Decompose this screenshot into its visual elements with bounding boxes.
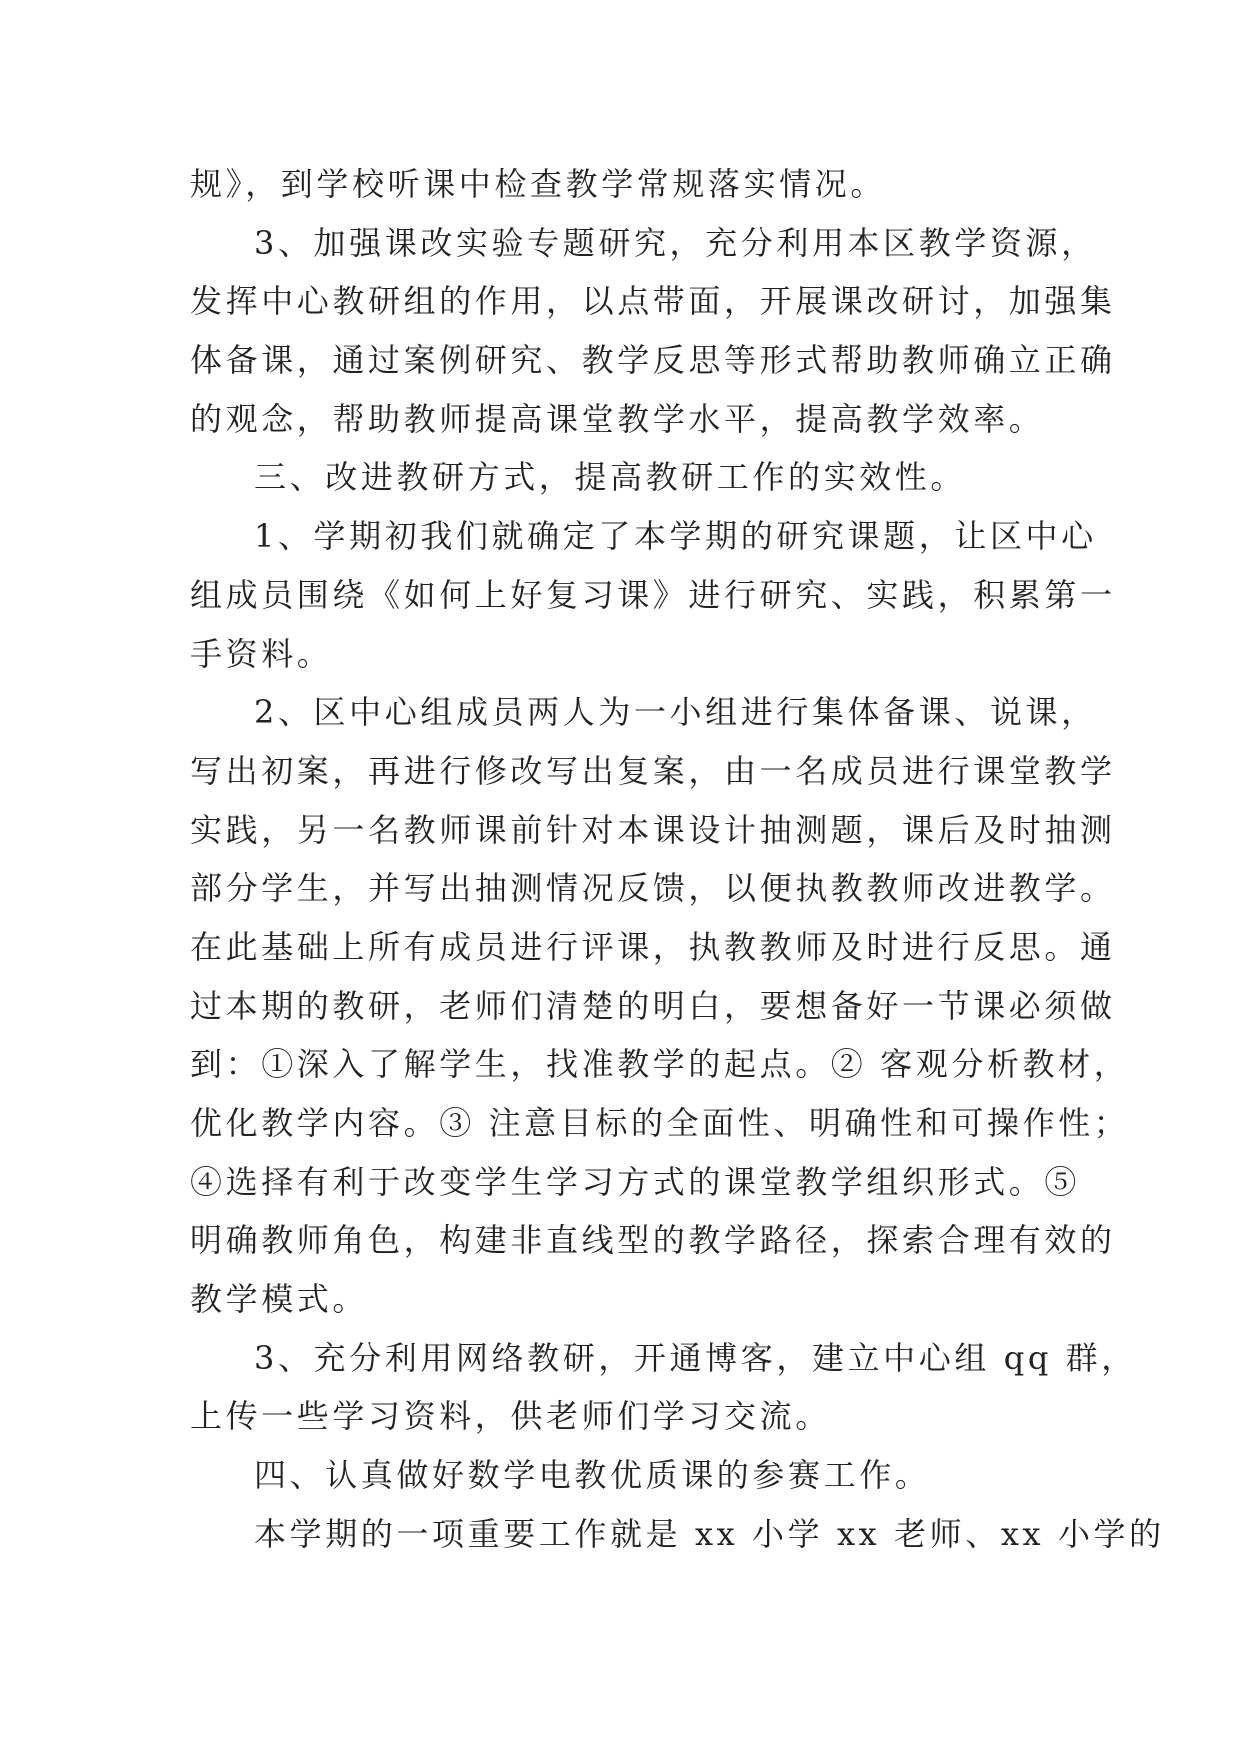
- text-line: 2、区中心组成员两人为一小组进行集体备课、说课，: [254, 693, 1097, 732]
- text-line: 体备课，通过案例研究、教学反思等形式帮助教师确立正确: [190, 341, 1116, 380]
- text-line: 上传一些学习资料，供老师们学习交流。: [190, 1397, 831, 1436]
- document-body: [190, 155, 1165, 1564]
- text-line: 规》，到学校听课中检查教学常规落实情况。: [190, 165, 887, 203]
- section-heading: 四、认真做好数学电教优质课的参赛工作。: [254, 1456, 931, 1495]
- text-line: 本学期的一项重要工作就是 xx 小学 xx 老师、xx 小学的: [254, 1514, 1165, 1553]
- text-line: 部分学生，并写出抽测情况反馈，以便执教教师改进教学。: [190, 869, 1116, 908]
- text-line: 到：①深入了解学生，找准教学的起点。② 客观分析教材，: [190, 1045, 1130, 1084]
- text-line: 在此基础上所有成员进行评课，执教教师及时进行反思。通: [190, 927, 1116, 966]
- text-line: 手资料。: [190, 634, 333, 673]
- text-line: 发挥中心教研组的作用，以点带面，开展课改研讨，加强集: [190, 282, 1116, 321]
- section-heading: 三、改进教研方式，提高教研工作的实效性。: [254, 458, 967, 497]
- text-line: 3、加强课改实验专题研究，充分利用本区教学资源，: [254, 223, 1097, 262]
- text-line: ④选择有利于改变学生学习方式的课堂教学组织形式。⑤: [190, 1162, 1081, 1201]
- text-line: 实践，另一名教师课前针对本课设计抽测题，课后及时抽测: [190, 810, 1116, 849]
- text-line: 过本期的教研，老师们清楚的明白，要想备好一节课必须做: [190, 986, 1116, 1025]
- text-line: 明确教师角色，构建非直线型的教学路径，探索合理有效的: [190, 1221, 1116, 1260]
- text-line: 教学模式。: [190, 1280, 369, 1319]
- text-line: 写出初案，再进行修改写出复案，由一名成员进行课堂教学: [190, 751, 1116, 790]
- text-line: 优化教学内容。③ 注意目标的全面性、明确性和可操作性；: [190, 1104, 1130, 1142]
- text-line: 3、充分利用网络教研，开通博客，建立中心组 qq 群，: [254, 1338, 1137, 1377]
- text-line: 的观念，帮助教师提高课堂教学水平，提高教学效率。: [190, 399, 1045, 438]
- text-line: 1、学期初我们就确定了本学期的研究课题，让区中心: [254, 517, 1097, 556]
- text-line: 组成员围绕《如何上好复习课》进行研究、实践，积累第一: [190, 575, 1116, 614]
